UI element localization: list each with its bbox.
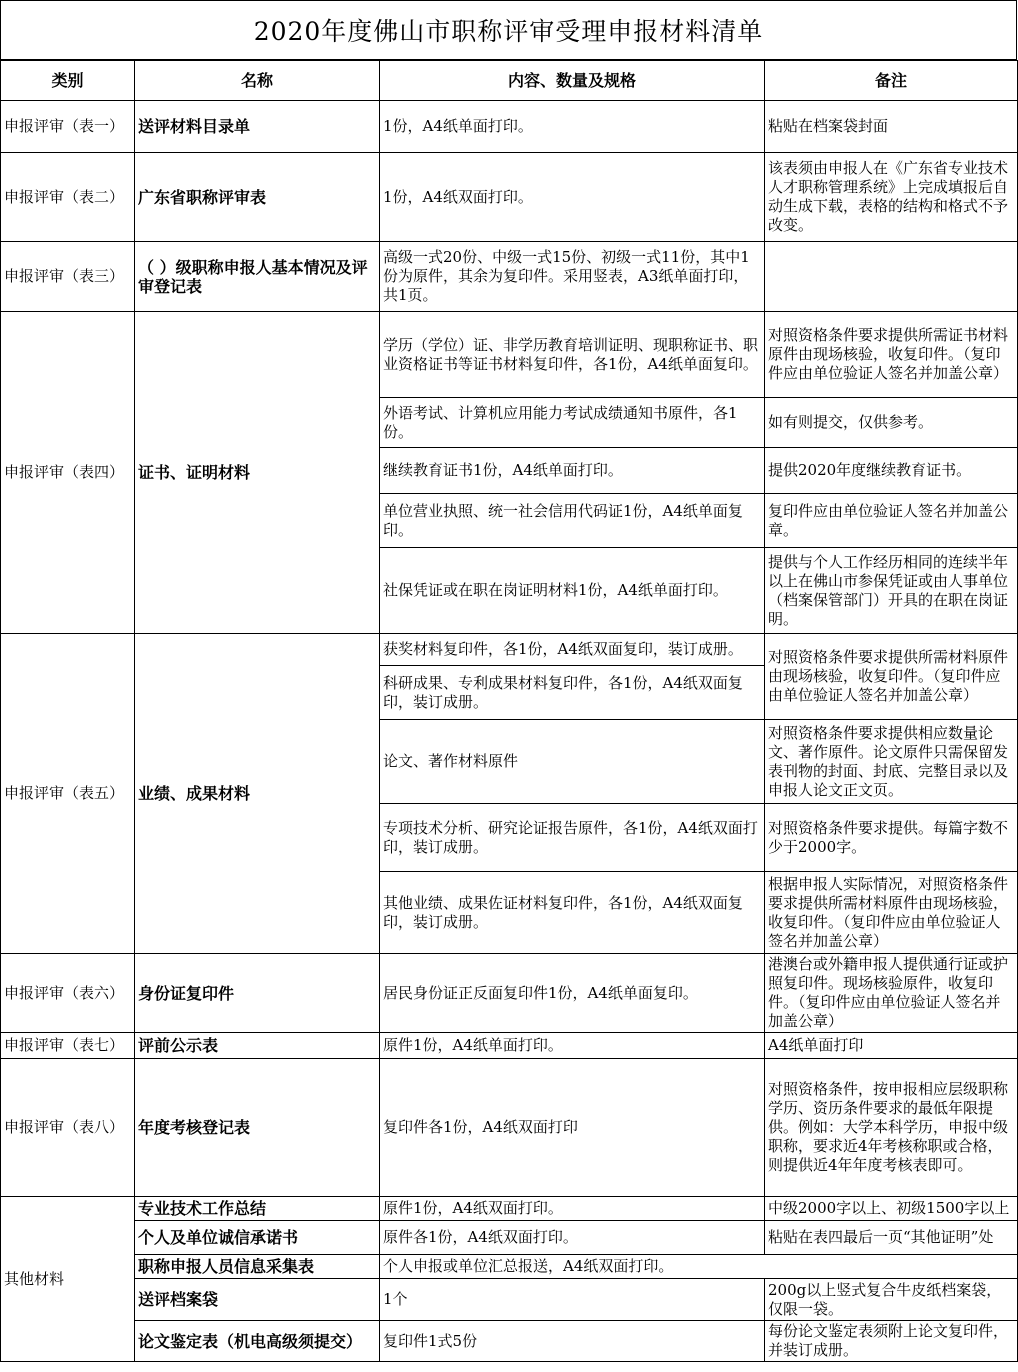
note-cell: 对照资格条件要求提供所需材料原件由现场核验，收复印件。（复印件应由单位验证人签名并加盖公章） xyxy=(765,634,1018,720)
item-name-cell: 个人及单位诚信承诺书 xyxy=(135,1221,380,1255)
table-row xyxy=(1,634,1018,666)
item-name-cell: 证书、证明材料 xyxy=(135,312,380,634)
item-name-cell: 论文鉴定表（机电高级须提交） xyxy=(135,1321,380,1362)
item-name-cell: 年度考核登记表 xyxy=(135,1059,380,1197)
note-cell: 对照资格条件要求提供所需证书材料原件由现场核验，收复印件。（复印件应由单位验证人签名并加盖公章） xyxy=(765,312,1018,398)
note-cell: A4纸单面打印 xyxy=(765,1033,1018,1059)
item-name-cell: 职称申报人员信息采集表 xyxy=(135,1255,380,1279)
note-cell: 对照资格条件要求提供相应数量论文、著作原件。论文原件只需保留发表刊物的封面、封底、完整目录以及申报人论文正文页。 xyxy=(765,720,1018,804)
table-row xyxy=(1,312,1018,398)
item-name-cell: 评前公示表 xyxy=(135,1033,380,1059)
content-cell: 外语考试、计算机应用能力考试成绩通知书原件，各1份。 xyxy=(380,398,765,448)
category-cell: 申报评审（表四） xyxy=(1,312,135,634)
content-cell: 原件各1份，A4纸双面打印。 xyxy=(380,1221,765,1255)
table-row xyxy=(1,1197,1018,1221)
content-cell: 复印件1式5份 xyxy=(380,1321,765,1362)
note-cell: 复印件应由单位验证人签名并加盖公章。 xyxy=(765,494,1018,548)
content-cell: 单位营业执照、统一社会信用代码证1份，A4纸单面复印。 xyxy=(380,494,765,548)
content-cell: 原件1份，A4纸单面打印。 xyxy=(380,1033,765,1059)
page-title: 2020年度佛山市职称评审受理申报材料清单 xyxy=(0,0,1017,60)
table-row xyxy=(1,1033,1018,1059)
content-cell: 复印件各1份，A4纸双面打印 xyxy=(380,1059,765,1197)
content-cell: 1份，A4纸双面打印。 xyxy=(380,153,765,242)
note-cell: 粘贴在表四最后一页“其他证明”处 xyxy=(765,1221,1018,1255)
content-cell: 论文、著作材料原件 xyxy=(380,720,765,804)
item-name-cell: 身份证复印件 xyxy=(135,954,380,1033)
note-cell: 该表须由申报人在《广东省专业技术人才职称管理系统》上完成填报后自动生成下载，表格的结构和格式不予改变。 xyxy=(765,153,1018,242)
table-row xyxy=(1,1221,1018,1255)
item-name-cell: 送评档案袋 xyxy=(135,1279,380,1321)
header-note: 备注 xyxy=(765,61,1018,101)
table-row xyxy=(1,1279,1018,1321)
item-name-cell: 专业技术工作总结 xyxy=(135,1197,380,1221)
content-cell: 居民身份证正反面复印件1份，A4纸单面复印。 xyxy=(380,954,765,1033)
header-category: 类别 xyxy=(1,61,135,101)
table-row xyxy=(1,242,1018,312)
category-cell: 申报评审（表七） xyxy=(1,1033,135,1059)
table-row xyxy=(1,101,1018,153)
note-cell: 提供与个人工作经历相同的连续半年以上在佛山市参保凭证或由人事单位（档案保管部门）开具的在职在岗证明。 xyxy=(765,548,1018,634)
note-cell: 200g以上竖式复合牛皮纸档案袋，仅限一袋。 xyxy=(765,1279,1018,1321)
item-name-cell: 广东省职称评审表 xyxy=(135,153,380,242)
note-cell: 中级2000字以上、初级1500字以上 xyxy=(765,1197,1018,1221)
item-name-cell: 业绩、成果材料 xyxy=(135,634,380,954)
header-content: 内容、数量及规格 xyxy=(380,61,765,101)
note-cell: 如有则提交，仅供参考。 xyxy=(765,398,1018,448)
content-cell: 1个 xyxy=(380,1279,765,1321)
content-cell: 学历（学位）证、非学历教育培训证明、现职称证书、职业资格证书等证书材料复印件，各1份，A4纸单面复印。 xyxy=(380,312,765,398)
table-row xyxy=(1,153,1018,242)
category-cell: 其他材料 xyxy=(1,1197,135,1362)
materials-table xyxy=(0,60,1018,1362)
category-cell: 申报评审（表三） xyxy=(1,242,135,312)
table-row xyxy=(1,1321,1018,1362)
note-cell: 对照资格条件，按申报相应层级职称学历、资历条件要求的最低年限提供。例如：大学本科学历，申报中级职称，要求近4年考核称职或合格，则提供近4年年度考核表即可。 xyxy=(765,1059,1018,1197)
note-cell: 对照资格条件要求提供。每篇字数不少于2000字。 xyxy=(765,804,1018,872)
category-cell: 申报评审（表一） xyxy=(1,101,135,153)
note-cell: 每份论文鉴定表须附上论文复印件，并装订成册。 xyxy=(765,1321,1018,1362)
category-cell: 申报评审（表六） xyxy=(1,954,135,1033)
header-row xyxy=(1,61,1018,101)
table-row xyxy=(1,954,1018,1033)
content-cell: 1份，A4纸单面打印。 xyxy=(380,101,765,153)
note-cell: 粘贴在档案袋封面 xyxy=(765,101,1018,153)
note-cell: 根据申报人实际情况，对照资格条件要求提供所需材料原件由现场核验，收复印件。（复印件应由单位验证人签名并加盖公章） xyxy=(765,872,1018,954)
content-cell: 个人申报或单位汇总报送，A4纸双面打印。 xyxy=(380,1255,1018,1279)
table-row xyxy=(1,1255,1018,1279)
content-cell: 高级一式20份、中级一式15份、初级一式11份，其中1份为原件，其余为复印件。采用竖表，A3纸单面打印，共1页。 xyxy=(380,242,765,312)
header-name: 名称 xyxy=(135,61,380,101)
note-cell xyxy=(765,242,1018,312)
item-name-cell: （ ）级职称申报人基本情况及评审登记表 xyxy=(135,242,380,312)
content-cell: 继续教育证书1份，A4纸单面打印。 xyxy=(380,448,765,494)
note-cell: 提供2020年度继续教育证书。 xyxy=(765,448,1018,494)
content-cell: 原件1份，A4纸双面打印。 xyxy=(380,1197,765,1221)
note-cell: 港澳台或外籍申报人提供通行证或护照复印件。现场核验原件，收复印件。（复印件应由单位验证人签名并加盖公章） xyxy=(765,954,1018,1033)
content-cell: 科研成果、专利成果材料复印件，各1份，A4纸双面复印，装订成册。 xyxy=(380,666,765,720)
content-cell: 获奖材料复印件，各1份，A4纸双面复印，装订成册。 xyxy=(380,634,765,666)
table-row xyxy=(1,1059,1018,1197)
item-name-cell: 送评材料目录单 xyxy=(135,101,380,153)
category-cell: 申报评审（表八） xyxy=(1,1059,135,1197)
category-cell: 申报评审（表二） xyxy=(1,153,135,242)
content-cell: 专项技术分析、研究论证报告原件，各1份，A4纸双面打印，装订成册。 xyxy=(380,804,765,872)
content-cell: 社保凭证或在职在岗证明材料1份，A4纸单面打印。 xyxy=(380,548,765,634)
content-cell: 其他业绩、成果佐证材料复印件，各1份，A4纸双面复印，装订成册。 xyxy=(380,872,765,954)
category-cell: 申报评审（表五） xyxy=(1,634,135,954)
